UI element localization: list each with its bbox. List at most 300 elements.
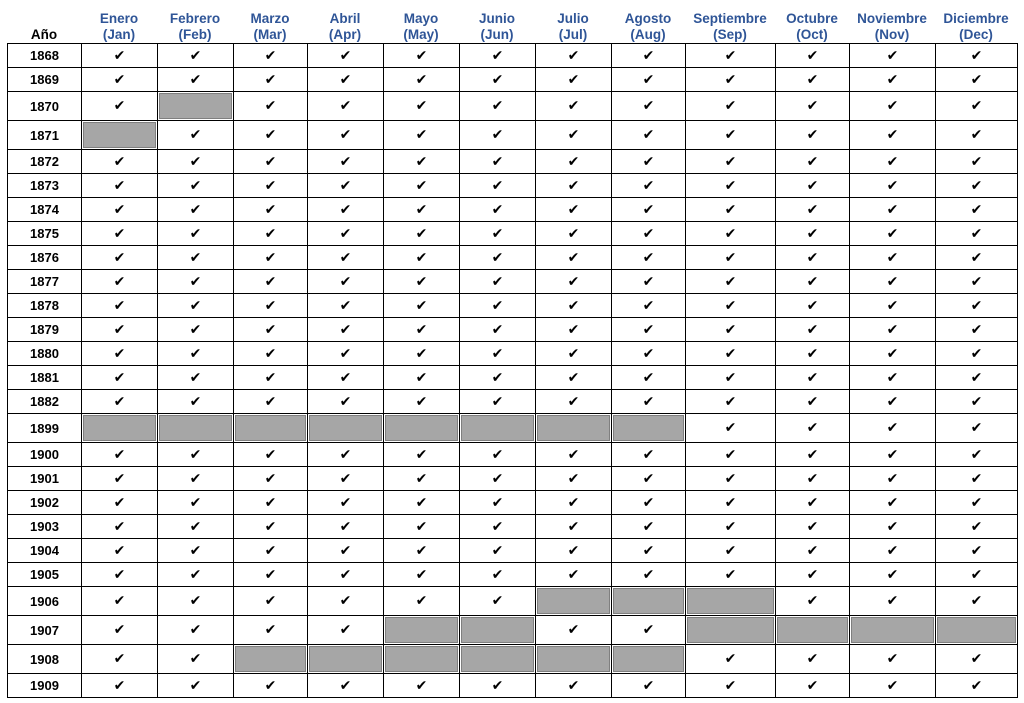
available-check-cell: ✔ (536, 318, 612, 342)
year-cell: 1882 (8, 390, 82, 414)
table-row (8, 515, 1018, 539)
available-check-cell: ✔ (460, 68, 536, 92)
available-check-cell: ✔ (776, 121, 850, 150)
available-check-cell: ✔ (384, 294, 460, 318)
missing-data-cell (686, 587, 776, 616)
available-check-cell: ✔ (308, 674, 384, 698)
available-check-cell: ✔ (936, 674, 1018, 698)
month-name-es: Agosto (624, 11, 672, 26)
missing-data-cell (384, 616, 460, 645)
available-check-cell: ✔ (460, 674, 536, 698)
available-check-cell: ✔ (158, 539, 234, 563)
missing-data-cell (234, 414, 308, 443)
missing-data-cell (460, 616, 536, 645)
missing-data-cell (384, 414, 460, 443)
available-check-cell: ✔ (460, 587, 536, 616)
available-check-cell: ✔ (82, 246, 158, 270)
available-check-cell: ✔ (460, 539, 536, 563)
missing-data-cell (158, 92, 234, 121)
available-check-cell: ✔ (308, 44, 384, 68)
available-check-cell: ✔ (384, 68, 460, 92)
month-column-header (81, 4, 157, 43)
available-check-cell: ✔ (384, 563, 460, 587)
table-row (8, 390, 1018, 414)
available-check-cell: ✔ (850, 515, 936, 539)
available-check-cell: ✔ (850, 366, 936, 390)
month-name-en: (Oct) (796, 27, 828, 42)
year-cell: 1870 (8, 92, 82, 121)
available-check-cell: ✔ (686, 318, 776, 342)
available-check-cell: ✔ (936, 587, 1018, 616)
available-check-cell: ✔ (850, 294, 936, 318)
available-check-cell: ✔ (234, 44, 308, 68)
available-check-cell: ✔ (234, 270, 308, 294)
available-check-cell: ✔ (82, 539, 158, 563)
missing-data-cell (460, 414, 536, 443)
available-check-cell: ✔ (460, 294, 536, 318)
available-check-cell: ✔ (384, 539, 460, 563)
available-check-cell: ✔ (936, 150, 1018, 174)
available-check-cell: ✔ (158, 342, 234, 366)
available-check-cell: ✔ (612, 563, 686, 587)
available-check-cell: ✔ (612, 198, 686, 222)
available-check-cell: ✔ (936, 68, 1018, 92)
available-check-cell: ✔ (776, 443, 850, 467)
month-name-en: (Jul) (558, 27, 588, 42)
available-check-cell: ✔ (460, 92, 536, 121)
available-check-cell: ✔ (158, 198, 234, 222)
table-row (8, 587, 1018, 616)
available-check-cell: ✔ (308, 563, 384, 587)
month-column-header (775, 4, 849, 43)
available-check-cell: ✔ (82, 150, 158, 174)
available-check-cell: ✔ (850, 121, 936, 150)
available-check-cell: ✔ (460, 390, 536, 414)
available-check-cell: ✔ (82, 515, 158, 539)
table-row (8, 246, 1018, 270)
data-availability-table (7, 43, 1018, 698)
available-check-cell: ✔ (850, 246, 936, 270)
available-check-cell: ✔ (384, 318, 460, 342)
year-cell: 1901 (8, 467, 82, 491)
available-check-cell: ✔ (776, 539, 850, 563)
available-check-cell: ✔ (850, 645, 936, 674)
available-check-cell: ✔ (158, 645, 234, 674)
missing-data-cell (384, 645, 460, 674)
table-row (8, 68, 1018, 92)
available-check-cell: ✔ (158, 294, 234, 318)
available-check-cell: ✔ (850, 563, 936, 587)
available-check-cell: ✔ (82, 44, 158, 68)
available-check-cell: ✔ (308, 294, 384, 318)
available-check-cell: ✔ (850, 674, 936, 698)
missing-data-cell (536, 587, 612, 616)
available-check-cell: ✔ (776, 294, 850, 318)
available-check-cell: ✔ (384, 222, 460, 246)
available-check-cell: ✔ (234, 150, 308, 174)
year-cell: 1876 (8, 246, 82, 270)
month-column-header (611, 4, 685, 43)
month-name-es: Diciembre (943, 11, 1009, 26)
available-check-cell: ✔ (460, 222, 536, 246)
available-check-cell: ✔ (158, 674, 234, 698)
available-check-cell: ✔ (686, 645, 776, 674)
available-check-cell: ✔ (850, 342, 936, 366)
available-check-cell: ✔ (776, 68, 850, 92)
available-check-cell: ✔ (158, 443, 234, 467)
available-check-cell: ✔ (686, 150, 776, 174)
available-check-cell: ✔ (384, 443, 460, 467)
available-check-cell: ✔ (234, 121, 308, 150)
available-check-cell: ✔ (686, 294, 776, 318)
available-check-cell: ✔ (612, 68, 686, 92)
available-check-cell: ✔ (612, 342, 686, 366)
available-check-cell: ✔ (308, 150, 384, 174)
available-check-cell: ✔ (686, 198, 776, 222)
available-check-cell: ✔ (308, 342, 384, 366)
month-column-header (459, 4, 535, 43)
available-check-cell: ✔ (82, 68, 158, 92)
month-name-en: (Jun) (480, 27, 514, 42)
available-check-cell: ✔ (612, 515, 686, 539)
available-check-cell: ✔ (936, 174, 1018, 198)
available-check-cell: ✔ (158, 150, 234, 174)
year-cell: 1878 (8, 294, 82, 318)
available-check-cell: ✔ (158, 366, 234, 390)
table-row (8, 92, 1018, 121)
available-check-cell: ✔ (158, 318, 234, 342)
available-check-cell: ✔ (536, 222, 612, 246)
table-row (8, 491, 1018, 515)
available-check-cell: ✔ (936, 92, 1018, 121)
available-check-cell: ✔ (308, 246, 384, 270)
month-column-header (535, 4, 611, 43)
available-check-cell: ✔ (776, 342, 850, 366)
available-check-cell: ✔ (536, 674, 612, 698)
available-check-cell: ✔ (384, 491, 460, 515)
available-check-cell: ✔ (536, 246, 612, 270)
available-check-cell: ✔ (308, 390, 384, 414)
available-check-cell: ✔ (460, 515, 536, 539)
available-check-cell: ✔ (686, 246, 776, 270)
available-check-cell: ✔ (936, 515, 1018, 539)
available-check-cell: ✔ (384, 150, 460, 174)
available-check-cell: ✔ (82, 222, 158, 246)
year-cell: 1900 (8, 443, 82, 467)
available-check-cell: ✔ (776, 491, 850, 515)
available-check-cell: ✔ (850, 443, 936, 467)
available-check-cell: ✔ (612, 674, 686, 698)
month-name-en: (Aug) (630, 27, 666, 42)
month-name-en: (Feb) (178, 27, 212, 42)
missing-data-cell (308, 645, 384, 674)
available-check-cell: ✔ (936, 467, 1018, 491)
available-check-cell: ✔ (82, 174, 158, 198)
available-check-cell: ✔ (158, 616, 234, 645)
year-cell: 1875 (8, 222, 82, 246)
year-column-header: Año (30, 27, 58, 42)
missing-data-cell (82, 121, 158, 150)
available-check-cell: ✔ (460, 44, 536, 68)
available-check-cell: ✔ (460, 270, 536, 294)
available-check-cell: ✔ (308, 491, 384, 515)
available-check-cell: ✔ (612, 318, 686, 342)
month-name-en: (Dec) (959, 27, 993, 42)
available-check-cell: ✔ (384, 467, 460, 491)
missing-data-cell (234, 645, 308, 674)
available-check-cell: ✔ (850, 44, 936, 68)
available-check-cell: ✔ (686, 270, 776, 294)
table-row (8, 539, 1018, 563)
available-check-cell: ✔ (536, 467, 612, 491)
available-check-cell: ✔ (536, 294, 612, 318)
month-name-es: Noviembre (857, 11, 927, 26)
year-cell: 1871 (8, 121, 82, 150)
available-check-cell: ✔ (776, 414, 850, 443)
available-check-cell: ✔ (612, 467, 686, 491)
available-check-cell: ✔ (850, 414, 936, 443)
available-check-cell: ✔ (612, 539, 686, 563)
year-cell: 1879 (8, 318, 82, 342)
available-check-cell: ✔ (308, 366, 384, 390)
available-check-cell: ✔ (234, 318, 308, 342)
available-check-cell: ✔ (234, 174, 308, 198)
available-check-cell: ✔ (158, 68, 234, 92)
available-check-cell: ✔ (234, 539, 308, 563)
month-name-es: Julio (557, 11, 589, 26)
available-check-cell: ✔ (776, 390, 850, 414)
missing-data-cell (936, 616, 1018, 645)
available-check-cell: ✔ (776, 467, 850, 491)
table-row (8, 674, 1018, 698)
year-cell: 1899 (8, 414, 82, 443)
available-check-cell: ✔ (82, 342, 158, 366)
available-check-cell: ✔ (82, 443, 158, 467)
available-check-cell: ✔ (158, 491, 234, 515)
available-check-cell: ✔ (460, 246, 536, 270)
available-check-cell: ✔ (460, 198, 536, 222)
available-check-cell: ✔ (536, 443, 612, 467)
available-check-cell: ✔ (460, 443, 536, 467)
available-check-cell: ✔ (776, 44, 850, 68)
available-check-cell: ✔ (460, 491, 536, 515)
available-check-cell: ✔ (234, 587, 308, 616)
available-check-cell: ✔ (308, 68, 384, 92)
available-check-cell: ✔ (82, 390, 158, 414)
available-check-cell: ✔ (776, 150, 850, 174)
available-check-cell: ✔ (384, 366, 460, 390)
table-row (8, 616, 1018, 645)
available-check-cell: ✔ (686, 491, 776, 515)
available-check-cell: ✔ (460, 174, 536, 198)
available-check-cell: ✔ (384, 342, 460, 366)
table-row (8, 318, 1018, 342)
available-check-cell: ✔ (234, 68, 308, 92)
missing-data-cell (82, 414, 158, 443)
available-check-cell: ✔ (776, 587, 850, 616)
month-name-es: Mayo (403, 11, 439, 26)
available-check-cell: ✔ (536, 121, 612, 150)
available-check-cell: ✔ (234, 92, 308, 121)
year-cell: 1872 (8, 150, 82, 174)
available-check-cell: ✔ (536, 174, 612, 198)
available-check-cell: ✔ (612, 616, 686, 645)
available-check-cell: ✔ (82, 92, 158, 121)
available-check-cell: ✔ (158, 467, 234, 491)
available-check-cell: ✔ (776, 366, 850, 390)
missing-data-cell (612, 414, 686, 443)
available-check-cell: ✔ (158, 390, 234, 414)
available-check-cell: ✔ (686, 390, 776, 414)
available-check-cell: ✔ (850, 270, 936, 294)
available-check-cell: ✔ (686, 92, 776, 121)
available-check-cell: ✔ (686, 539, 776, 563)
available-check-cell: ✔ (308, 616, 384, 645)
month-column-header (233, 4, 307, 43)
available-check-cell: ✔ (936, 443, 1018, 467)
missing-data-cell (776, 616, 850, 645)
available-check-cell: ✔ (234, 515, 308, 539)
year-cell: 1874 (8, 198, 82, 222)
month-name-en: (Jan) (102, 27, 136, 42)
month-name-es: Septiembre (693, 11, 767, 26)
available-check-cell: ✔ (536, 491, 612, 515)
available-check-cell: ✔ (686, 467, 776, 491)
available-check-cell: ✔ (776, 92, 850, 121)
available-check-cell: ✔ (536, 539, 612, 563)
missing-data-cell (460, 645, 536, 674)
available-check-cell: ✔ (82, 491, 158, 515)
available-check-cell: ✔ (536, 150, 612, 174)
available-check-cell: ✔ (82, 294, 158, 318)
available-check-cell: ✔ (158, 270, 234, 294)
available-check-cell: ✔ (460, 150, 536, 174)
available-check-cell: ✔ (612, 246, 686, 270)
month-name-es: Febrero (169, 11, 221, 26)
available-check-cell: ✔ (234, 294, 308, 318)
available-check-cell: ✔ (536, 342, 612, 366)
available-check-cell: ✔ (936, 198, 1018, 222)
missing-data-cell (612, 645, 686, 674)
available-check-cell: ✔ (82, 674, 158, 698)
available-check-cell: ✔ (82, 198, 158, 222)
year-cell: 1906 (8, 587, 82, 616)
available-check-cell: ✔ (308, 539, 384, 563)
month-name-en: (Nov) (874, 27, 910, 42)
available-check-cell: ✔ (612, 174, 686, 198)
year-cell: 1873 (8, 174, 82, 198)
available-check-cell: ✔ (158, 587, 234, 616)
available-check-cell: ✔ (850, 222, 936, 246)
year-cell: 1904 (8, 539, 82, 563)
table-row (8, 414, 1018, 443)
available-check-cell: ✔ (460, 366, 536, 390)
available-check-cell: ✔ (536, 44, 612, 68)
available-check-cell: ✔ (850, 587, 936, 616)
available-check-cell: ✔ (82, 563, 158, 587)
month-name-en: (Mar) (253, 27, 287, 42)
available-check-cell: ✔ (158, 515, 234, 539)
year-cell: 1880 (8, 342, 82, 366)
available-check-cell: ✔ (850, 467, 936, 491)
available-check-cell: ✔ (460, 563, 536, 587)
missing-data-cell (612, 587, 686, 616)
available-check-cell: ✔ (612, 150, 686, 174)
available-check-cell: ✔ (612, 390, 686, 414)
available-check-cell: ✔ (850, 92, 936, 121)
available-check-cell: ✔ (776, 270, 850, 294)
available-check-cell: ✔ (776, 198, 850, 222)
available-check-cell: ✔ (936, 491, 1018, 515)
month-column-header (685, 4, 775, 43)
available-check-cell: ✔ (536, 92, 612, 121)
missing-data-cell (686, 616, 776, 645)
available-check-cell: ✔ (460, 342, 536, 366)
available-check-cell: ✔ (234, 222, 308, 246)
available-check-cell: ✔ (936, 44, 1018, 68)
available-check-cell: ✔ (384, 92, 460, 121)
available-check-cell: ✔ (776, 222, 850, 246)
available-check-cell: ✔ (612, 44, 686, 68)
available-check-cell: ✔ (308, 121, 384, 150)
year-cell: 1881 (8, 366, 82, 390)
table-row (8, 563, 1018, 587)
available-check-cell: ✔ (686, 414, 776, 443)
year-cell: 1877 (8, 270, 82, 294)
available-check-cell: ✔ (308, 515, 384, 539)
available-check-cell: ✔ (82, 318, 158, 342)
year-cell: 1868 (8, 44, 82, 68)
available-check-cell: ✔ (936, 414, 1018, 443)
available-check-cell: ✔ (384, 270, 460, 294)
available-check-cell: ✔ (234, 674, 308, 698)
available-check-cell: ✔ (936, 390, 1018, 414)
available-check-cell: ✔ (536, 616, 612, 645)
available-check-cell: ✔ (82, 366, 158, 390)
available-check-cell: ✔ (612, 270, 686, 294)
available-check-cell: ✔ (234, 467, 308, 491)
table-row (8, 443, 1018, 467)
available-check-cell: ✔ (536, 563, 612, 587)
available-check-cell: ✔ (776, 246, 850, 270)
available-check-cell: ✔ (776, 174, 850, 198)
available-check-cell: ✔ (234, 491, 308, 515)
available-check-cell: ✔ (936, 294, 1018, 318)
available-check-cell: ✔ (850, 68, 936, 92)
available-check-cell: ✔ (936, 222, 1018, 246)
available-check-cell: ✔ (308, 467, 384, 491)
available-check-cell: ✔ (936, 121, 1018, 150)
available-check-cell: ✔ (850, 318, 936, 342)
available-check-cell: ✔ (82, 645, 158, 674)
available-check-cell: ✔ (308, 92, 384, 121)
available-check-cell: ✔ (460, 121, 536, 150)
available-check-cell: ✔ (384, 174, 460, 198)
available-check-cell: ✔ (384, 390, 460, 414)
table-row (8, 342, 1018, 366)
available-check-cell: ✔ (936, 563, 1018, 587)
available-check-cell: ✔ (686, 44, 776, 68)
table-row (8, 366, 1018, 390)
month-name-es: Octubre (786, 11, 838, 26)
table-row (8, 174, 1018, 198)
month-column-header (849, 4, 935, 43)
available-check-cell: ✔ (686, 515, 776, 539)
available-check-cell: ✔ (686, 366, 776, 390)
month-name-en: (May) (403, 27, 439, 42)
available-check-cell: ✔ (612, 121, 686, 150)
available-check-cell: ✔ (936, 318, 1018, 342)
